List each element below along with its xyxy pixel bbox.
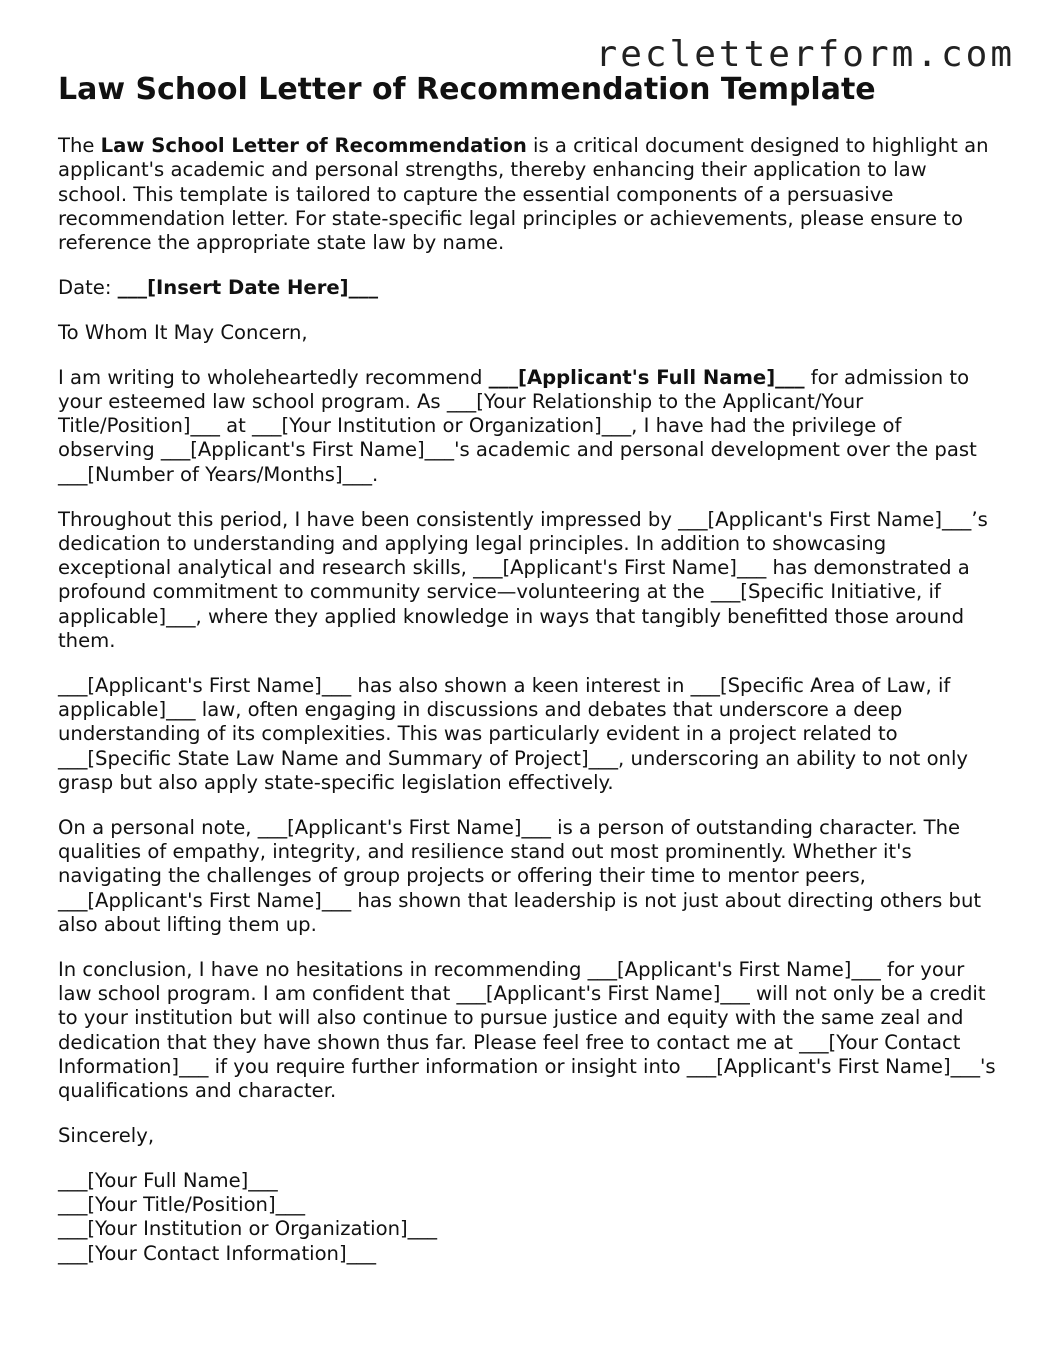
body-paragraph-2: Throughout this period, I have been consistently impressed by ___[Applicant's First Name]___’s dedication to understanding and applying legal principles. In addition to showcasing exceptional analytical and research skills, ___[Applicant's First Name]___ has demonstrated a profound commitment to community service—volunteering at the ___[Specific Initiative, if applicable]___, where they applied knowledge in ways that tangibly benefitted those around them. xyxy=(58,507,988,653)
intro-pre: The xyxy=(58,134,101,157)
para1-post: for admission to your esteemed law school program. As ___[Your Relationship to the Applicant/Your Title/Position]___ at ___[Your Institution or Organization]___, I have had the privilege of observing ___[Applicant's First Name]___'s academic and personal development over the past ___[Number of Years/Months]___. xyxy=(58,365,977,486)
date-line xyxy=(58,276,998,300)
salutation: To Whom It May Concern, xyxy=(58,320,308,344)
body-paragraph-5: In conclusion, I have no hesitations in recommending ___[Applicant's First Name]___ for your law school program. I am confident that ___[Applicant's First Name]___ will not only be a credit to your institution but will also continue to pursue justice and equity with the same zeal and dedication that they have shown thus far. Please feel free to contact me at ___[Your Contact Information]___ if you require further information or insight into ___[Applicant's First Name]___'s qualifications and character. xyxy=(58,957,996,1103)
intro-post: is a critical document designed to highlight an applicant's academic and personal strengths, thereby enhancing their application to law school. This template is tailored to capture the essential components of a persuasive recommendation letter. For state-specific legal principles or achievements, please ensure to reference the appropriate state law by name. xyxy=(58,134,989,255)
signature-line-contact: ___[Your Contact Information]___ xyxy=(58,1241,377,1265)
date-value: ___[Insert Date Here]___ xyxy=(117,275,379,299)
page-title: Law School Letter of Recommendation Template xyxy=(58,72,876,107)
body-paragraph-3: ___[Applicant's First Name]___ has also shown a keen interest in ___[Specific Area of Law, if applicable]___ law, often engaging in discussions and debates that underscore a deep understanding of its complexities. This was particularly evident in a project related to ___[Specific State Law Name and Summary of Project]___, underscoring an ability to not only grasp but also apply state-specific legislation effectively. xyxy=(58,673,969,795)
signature-line-name: ___[Your Full Name]___ xyxy=(58,1168,278,1192)
para1-pre: I am writing to wholeheartedly recommend xyxy=(58,365,489,389)
body-paragraph-1 xyxy=(58,366,998,487)
intro-bold: Law School Letter of Recommendation xyxy=(100,134,527,157)
signature-line-title: ___[Your Title/Position]___ xyxy=(58,1193,306,1217)
applicant-full-name: ___[Applicant's Full Name]___ xyxy=(488,365,805,389)
signature-block xyxy=(58,1169,998,1266)
letter-page xyxy=(58,70,998,1266)
date-label: Date: xyxy=(58,275,118,299)
intro-paragraph xyxy=(58,134,998,255)
signature-line-institution: ___[Your Institution or Organization]___ xyxy=(58,1217,438,1241)
body-paragraph-4: On a personal note, ___[Applicant's First Name]___ is a person of outstanding character. The qualities of empathy, integrity, and resilience stand out most prominently. Whether it's navigating the challenges of group projects or offering their time to mentor peers, ___[Applicant's First Name]___ has shown that leadership is not just about directing others but also about lifting them up. xyxy=(58,815,982,937)
closing: Sincerely, xyxy=(58,1124,155,1148)
site-watermark: recletterform.com xyxy=(595,34,1015,75)
